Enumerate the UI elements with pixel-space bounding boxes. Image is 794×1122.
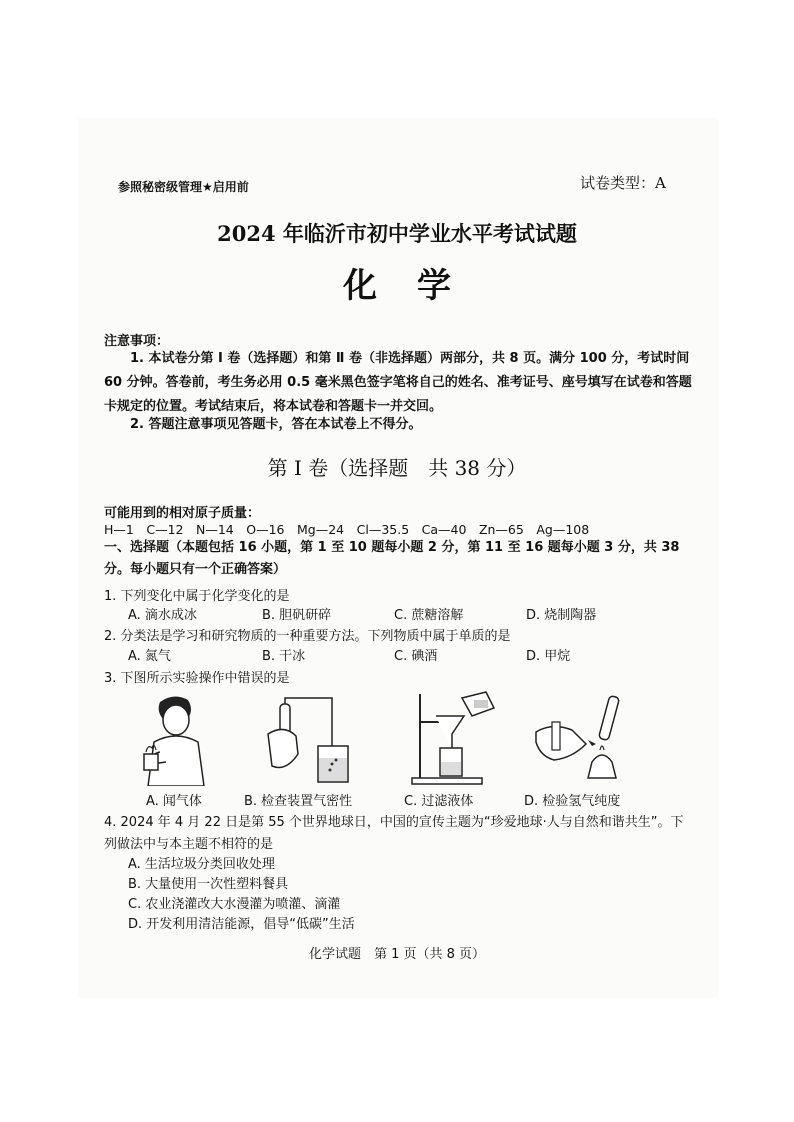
subject-title: 化学 bbox=[343, 266, 491, 306]
question-2-option-c: C. 碘酒 bbox=[394, 649, 438, 664]
filtration-illustration bbox=[410, 690, 500, 786]
question-2-stem: 2. 分类法是学习和研究物质的一种重要方法。下列物质中属于单质的是 bbox=[104, 629, 511, 644]
question-3-option-a: A. 闻气体 bbox=[146, 794, 202, 809]
question-4-option-a: A. 生活垃圾分类回收处理 bbox=[128, 857, 275, 872]
notes-item-1-text: 1. 本试卷分第 Ⅰ 卷（选择题）和第 Ⅱ 卷（非选择题）两部分，共 8 页。满分 100 分，考试时间 60 分钟。答卷前，考生务必用 0.5 毫米黑色签字笔将自己的姓名、准考证号、座号填写在试卷和答题卡规定的位置。考试结束后，将本试卷和答题卡一并交回。 bbox=[104, 351, 692, 414]
question-4-option-c: C. 农业浇灌改大水漫灌为喷灌、滴灌 bbox=[128, 897, 341, 912]
question-3-option-d: D. 检验氢气纯度 bbox=[524, 794, 621, 809]
smell-gas-illustration bbox=[130, 692, 220, 786]
question-2-option-a: A. 氮气 bbox=[128, 649, 171, 664]
question-4-option-d: D. 开发利用清洁能源，倡导“低碳”生活 bbox=[128, 917, 355, 932]
security-label: 参照秘密级管理★启用前 bbox=[118, 180, 249, 194]
question-1-option-d: D. 烧制陶器 bbox=[526, 608, 597, 623]
airtightness-check-illustration bbox=[262, 694, 354, 786]
atomic-mass-list: H—1 C—12 N—14 O—16 Mg—24 Cl—35.5 Ca—40 Zn—65 Ag—108 bbox=[104, 522, 590, 537]
notes-item-1 bbox=[104, 347, 694, 419]
question-1-stem: 1. 下列变化中属于化学变化的是 bbox=[104, 589, 290, 604]
hydrogen-purity-test-illustration bbox=[532, 692, 622, 786]
question-3-stem: 3. 下图所示实验操作中错误的是 bbox=[104, 671, 290, 686]
question-1-option-b: B. 胆矾研碎 bbox=[262, 608, 332, 623]
question-2-option-d: D. 甲烷 bbox=[526, 649, 571, 664]
question-4-stem: 4. 2024 年 4 月 22 日是第 55 个世界地球日，中国的宣传主题为“珍爱地球·人与自然和谐共生”。下列做法中与本主题不相符的是 bbox=[104, 815, 684, 852]
question-1-option-a: A. 滴水成冰 bbox=[128, 608, 197, 623]
exam-title: 2024 年临沂市初中学业水平考试试题 bbox=[217, 221, 577, 246]
question-1-option-c: C. 蔗糖溶解 bbox=[394, 608, 464, 623]
atomic-mass-heading: 可能用到的相对原子质量： bbox=[104, 506, 261, 521]
question-2-option-b: B. 干冰 bbox=[262, 649, 306, 664]
notes-item-2 bbox=[104, 413, 694, 437]
notes-heading: 注意事项： bbox=[104, 334, 170, 349]
question-3-option-c: C. 过滤液体 bbox=[404, 794, 474, 809]
part-one-instructions: 一、选择题（本题包括 16 小题，第 1 至 10 题每小题 2 分，第 11 至 16 题每小题 3 分，共 38 分。每小题只有一个正确答案） bbox=[104, 540, 680, 577]
section-title: 第 Ⅰ 卷（选择题 共 38 分） bbox=[267, 456, 527, 480]
paper-type: 试卷类型：A bbox=[580, 174, 666, 192]
question-4-option-b: B. 大量使用一次性塑料餐具 bbox=[128, 877, 289, 892]
page-footer: 化学试题 第 1 页（共 8 页） bbox=[308, 947, 486, 962]
notes-item-2-text: 2. 答题注意事项见答题卡，答在本试卷上不得分。 bbox=[130, 417, 422, 432]
question-3-option-b: B. 检查装置气密性 bbox=[244, 794, 353, 809]
